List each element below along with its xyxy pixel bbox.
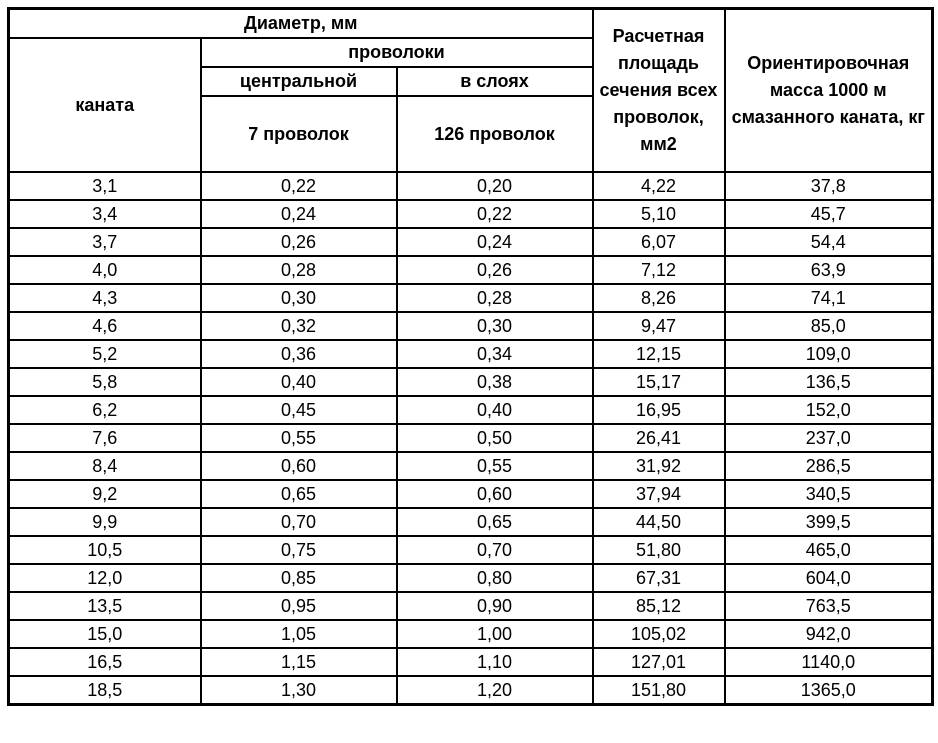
layer-wire-diameter-cell: 0,80 [397, 564, 593, 592]
header-row-1 [9, 9, 933, 39]
table-row [9, 200, 933, 228]
central-wire-diameter-cell: 0,65 [201, 480, 397, 508]
central-wire-diameter-cell: 0,26 [201, 228, 397, 256]
header-layer-wire-count: 126 проволок [397, 96, 593, 172]
mass-cell: 109,0 [725, 340, 933, 368]
section-area-cell: 7,12 [593, 256, 725, 284]
rope-diameter-cell: 4,6 [9, 312, 201, 340]
header-central-wire: центральной [201, 67, 397, 96]
section-area-cell: 26,41 [593, 424, 725, 452]
table-row [9, 564, 933, 592]
rope-diameter-cell: 4,0 [9, 256, 201, 284]
table-row [9, 592, 933, 620]
layer-wire-diameter-cell: 0,26 [397, 256, 593, 284]
section-area-cell: 15,17 [593, 368, 725, 396]
central-wire-diameter-cell: 0,28 [201, 256, 397, 284]
central-wire-diameter-cell: 1,05 [201, 620, 397, 648]
section-area-cell: 16,95 [593, 396, 725, 424]
layer-wire-diameter-cell: 0,22 [397, 200, 593, 228]
mass-cell: 74,1 [725, 284, 933, 312]
central-wire-diameter-cell: 0,55 [201, 424, 397, 452]
rope-diameter-cell: 5,8 [9, 368, 201, 396]
central-wire-diameter-cell: 0,22 [201, 172, 397, 200]
mass-cell: 763,5 [725, 592, 933, 620]
central-wire-diameter-cell: 0,85 [201, 564, 397, 592]
table-header [9, 9, 933, 173]
rope-diameter-cell: 9,9 [9, 508, 201, 536]
mass-cell: 399,5 [725, 508, 933, 536]
section-area-cell: 37,94 [593, 480, 725, 508]
central-wire-diameter-cell: 0,36 [201, 340, 397, 368]
rope-diameter-cell: 5,2 [9, 340, 201, 368]
table-row [9, 172, 933, 200]
rope-diameter-cell: 7,6 [9, 424, 201, 452]
section-area-cell: 127,01 [593, 648, 725, 676]
table-row [9, 340, 933, 368]
header-rope: каната [9, 38, 201, 172]
central-wire-diameter-cell: 1,15 [201, 648, 397, 676]
table-row [9, 508, 933, 536]
central-wire-diameter-cell: 0,40 [201, 368, 397, 396]
section-area-cell: 31,92 [593, 452, 725, 480]
section-area-cell: 85,12 [593, 592, 725, 620]
mass-cell: 465,0 [725, 536, 933, 564]
header-central-wire-count: 7 проволок [201, 96, 397, 172]
rope-diameter-cell: 8,4 [9, 452, 201, 480]
layer-wire-diameter-cell: 0,90 [397, 592, 593, 620]
section-area-cell: 151,80 [593, 676, 725, 705]
rope-diameter-cell: 9,2 [9, 480, 201, 508]
mass-cell: 604,0 [725, 564, 933, 592]
mass-cell: 85,0 [725, 312, 933, 340]
layer-wire-diameter-cell: 0,34 [397, 340, 593, 368]
layer-wire-diameter-cell: 0,40 [397, 396, 593, 424]
mass-cell: 136,5 [725, 368, 933, 396]
mass-cell: 286,5 [725, 452, 933, 480]
mass-cell: 63,9 [725, 256, 933, 284]
layer-wire-diameter-cell: 0,20 [397, 172, 593, 200]
layer-wire-diameter-cell: 1,10 [397, 648, 593, 676]
section-area-cell: 4,22 [593, 172, 725, 200]
table-row [9, 480, 933, 508]
section-area-cell: 67,31 [593, 564, 725, 592]
central-wire-diameter-cell: 0,95 [201, 592, 397, 620]
header-section-area: Расчетная площадь сечения всех проволок, мм2 [593, 9, 725, 173]
mass-cell: 237,0 [725, 424, 933, 452]
mass-cell: 37,8 [725, 172, 933, 200]
layer-wire-diameter-cell: 0,50 [397, 424, 593, 452]
mass-cell: 1140,0 [725, 648, 933, 676]
rope-diameter-cell: 10,5 [9, 536, 201, 564]
header-layer-wire: в слоях [397, 67, 593, 96]
header-wires-group: проволоки [201, 38, 593, 67]
rope-spec-table [7, 7, 934, 706]
table-row [9, 648, 933, 676]
table-row [9, 312, 933, 340]
rope-diameter-cell: 3,4 [9, 200, 201, 228]
mass-cell: 1365,0 [725, 676, 933, 705]
layer-wire-diameter-cell: 0,28 [397, 284, 593, 312]
layer-wire-diameter-cell: 0,30 [397, 312, 593, 340]
table-row [9, 536, 933, 564]
mass-cell: 45,7 [725, 200, 933, 228]
mass-cell: 340,5 [725, 480, 933, 508]
layer-wire-diameter-cell: 0,38 [397, 368, 593, 396]
layer-wire-diameter-cell: 0,55 [397, 452, 593, 480]
rope-diameter-cell: 15,0 [9, 620, 201, 648]
table-row [9, 396, 933, 424]
rope-diameter-cell: 13,5 [9, 592, 201, 620]
central-wire-diameter-cell: 0,70 [201, 508, 397, 536]
table-row [9, 452, 933, 480]
section-area-cell: 105,02 [593, 620, 725, 648]
table-row [9, 256, 933, 284]
header-diameter-group: Диаметр, мм [9, 9, 593, 39]
mass-cell: 54,4 [725, 228, 933, 256]
central-wire-diameter-cell: 0,45 [201, 396, 397, 424]
section-area-cell: 5,10 [593, 200, 725, 228]
central-wire-diameter-cell: 0,30 [201, 284, 397, 312]
section-area-cell: 9,47 [593, 312, 725, 340]
section-area-cell: 6,07 [593, 228, 725, 256]
mass-cell: 152,0 [725, 396, 933, 424]
central-wire-diameter-cell: 0,60 [201, 452, 397, 480]
rope-diameter-cell: 18,5 [9, 676, 201, 705]
section-area-cell: 8,26 [593, 284, 725, 312]
rope-diameter-cell: 4,3 [9, 284, 201, 312]
section-area-cell: 51,80 [593, 536, 725, 564]
central-wire-diameter-cell: 0,75 [201, 536, 397, 564]
table-row [9, 676, 933, 705]
table-body [9, 172, 933, 705]
section-area-cell: 12,15 [593, 340, 725, 368]
layer-wire-diameter-cell: 0,70 [397, 536, 593, 564]
rope-diameter-cell: 3,7 [9, 228, 201, 256]
central-wire-diameter-cell: 1,30 [201, 676, 397, 705]
table-row [9, 228, 933, 256]
table-row [9, 620, 933, 648]
mass-cell: 942,0 [725, 620, 933, 648]
rope-diameter-cell: 16,5 [9, 648, 201, 676]
section-area-cell: 44,50 [593, 508, 725, 536]
layer-wire-diameter-cell: 1,20 [397, 676, 593, 705]
table-row [9, 368, 933, 396]
table-row [9, 424, 933, 452]
rope-diameter-cell: 12,0 [9, 564, 201, 592]
central-wire-diameter-cell: 0,24 [201, 200, 397, 228]
layer-wire-diameter-cell: 0,60 [397, 480, 593, 508]
layer-wire-diameter-cell: 1,00 [397, 620, 593, 648]
rope-diameter-cell: 6,2 [9, 396, 201, 424]
central-wire-diameter-cell: 0,32 [201, 312, 397, 340]
header-mass: Ориентировочная масса 1000 м смазанного каната, кг [725, 9, 933, 173]
layer-wire-diameter-cell: 0,65 [397, 508, 593, 536]
layer-wire-diameter-cell: 0,24 [397, 228, 593, 256]
table-row [9, 284, 933, 312]
rope-diameter-cell: 3,1 [9, 172, 201, 200]
